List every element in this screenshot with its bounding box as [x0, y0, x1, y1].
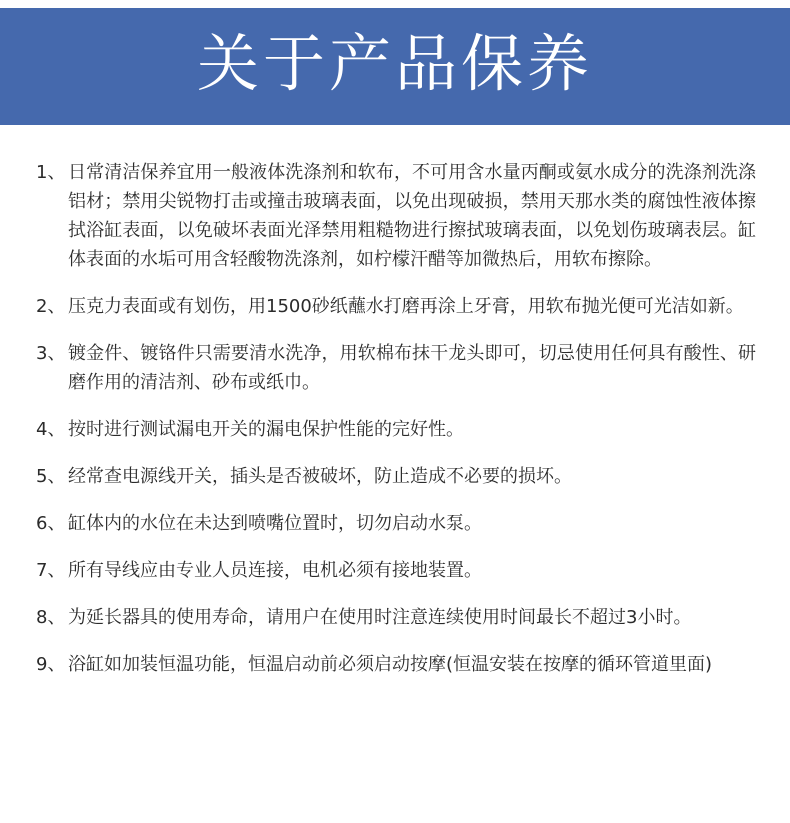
- item-text: 镀金件、镀铬件只需要清水洗净，用软棉布抹干龙头即可，切忌使用任何具有酸性、研磨作用的清洁剂、砂布或纸巾。: [68, 343, 756, 393]
- item-text: 缸体内的水位在未达到喷嘴位置时，切勿启动水泵。: [68, 513, 482, 534]
- item-text: 经常查电源线开关，插头是否被破坏，防止造成不必要的损坏。: [68, 466, 572, 487]
- list-item: [36, 556, 756, 585]
- item-text: 为延长器具的使用寿命，请用户在使用时注意连续使用时间最长不超过3小时。: [68, 607, 692, 628]
- item-number: 9、: [36, 654, 66, 675]
- list-item: [36, 603, 756, 632]
- list-item: [36, 462, 756, 491]
- page-title: 关于产品保养: [196, 26, 593, 100]
- list-item: [36, 292, 756, 321]
- item-text: 按时进行测试漏电开关的漏电保护性能的完好性。: [68, 419, 464, 440]
- item-text: 所有导线应由专业人员连接，电机必须有接地装置。: [68, 560, 482, 581]
- item-text: 日常清洁保养宜用一般液体洗涤剂和软布，不可用含水量丙酮或氨水成分的洗涤剂洗涤铝材；禁用尖锐物打击或撞击玻璃表面，以免出现破损，禁用天那水类的腐蚀性液体擦拭浴缸表面，以免破坏表面光泽禁用粗糙物进行擦拭玻璃表面，以免划伤玻璃表层。缸体表面的水垢可用含轻酸物洗涤剂，如柠檬汗醋等加微热后，用软布擦除。: [68, 162, 756, 270]
- list-item: [36, 509, 756, 538]
- item-number: 2、: [36, 296, 66, 317]
- list-item: [36, 339, 756, 397]
- item-number: 1、: [36, 162, 66, 183]
- item-number: 6、: [36, 513, 66, 534]
- item-number: 7、: [36, 560, 66, 581]
- item-text: 浴缸如加装恒温功能，恒温启动前必须启动按摩(恒温安装在按摩的循环管道里面): [68, 654, 713, 675]
- item-text: 压克力表面或有划伤，用1500砂纸蘸水打磨再涂上牙膏，用软布抛光便可光洁如新。: [68, 296, 744, 317]
- item-number: 8、: [36, 607, 66, 628]
- list-item: [36, 158, 756, 274]
- item-number: 3、: [36, 343, 66, 364]
- item-number: 4、: [36, 419, 66, 440]
- header-banner: [0, 8, 790, 125]
- list-item: [36, 650, 756, 679]
- item-number: 5、: [36, 466, 66, 487]
- list-item: [36, 415, 756, 444]
- maintenance-list: [36, 158, 756, 697]
